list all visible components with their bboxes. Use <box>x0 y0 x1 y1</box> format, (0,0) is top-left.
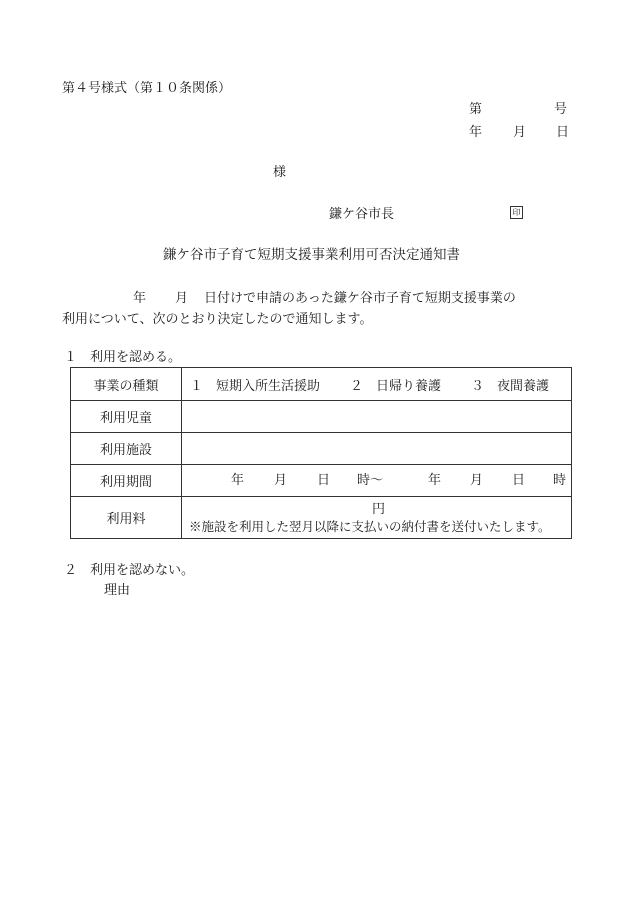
body-date-year: 年 <box>133 291 147 306</box>
fee-unit: 円 <box>372 502 386 517</box>
fee-note: ※施設を利用した翌月以降に支払いの納付書を送付いたします。 <box>189 519 551 534</box>
section-approved-title: １ 利用を認める。 <box>64 350 182 365</box>
body-date-month: 月 <box>175 291 189 306</box>
fee-value <box>182 497 572 539</box>
addressee-honorific: 様 <box>273 165 287 180</box>
service-type-options <box>182 368 572 401</box>
period-end-hour: 時 <box>553 473 567 488</box>
body-text-line1: 日付けで申請のあった鎌ケ谷市子育て短期支援事業の <box>204 291 516 306</box>
body-text-line2: 利用について、次のとおり決定したので通知します。 <box>62 312 373 327</box>
service-type-option-night-care: ３ 夜間養護 <box>471 378 550 394</box>
reason-label: 理由 <box>104 583 131 598</box>
seal-icon: 印 <box>510 206 523 219</box>
document-title: 鎌ケ谷市子育て短期支援事業利用可否決定通知書 <box>163 247 460 263</box>
issuer-name: 鎌ケ谷市長 <box>329 207 395 222</box>
period-value <box>182 465 572 497</box>
form-number: 第４号様式（第１０条関係） <box>62 81 232 96</box>
table-row-period <box>71 465 572 497</box>
table-row-service-type <box>71 368 572 401</box>
facility-label: 利用施設 <box>71 433 182 465</box>
child-label: 利用児童 <box>71 401 182 433</box>
service-type-option-day-care: ２ 日帰り養護 <box>350 378 442 394</box>
service-type-label: 事業の種類 <box>71 368 182 401</box>
period-start-month: 月 <box>274 473 288 488</box>
table-row-child <box>71 401 572 433</box>
service-type-option-short-stay: １ 短期入所生活援助 <box>190 378 321 394</box>
period-end-month: 月 <box>470 473 484 488</box>
document-number-prefix: 第 <box>469 102 483 117</box>
period-start-year: 年 <box>231 473 245 488</box>
period-end-year: 年 <box>428 473 442 488</box>
child-value <box>182 401 572 433</box>
period-start-hour: 時～ <box>357 473 384 488</box>
facility-value <box>182 433 572 465</box>
issue-date-year: 年 <box>469 125 483 140</box>
period-start-day: 日 <box>317 473 331 488</box>
document-number-suffix: 号 <box>554 102 568 117</box>
approval-table <box>70 367 572 539</box>
issue-date-day: 日 <box>556 125 570 140</box>
issue-date-month: 月 <box>513 125 527 140</box>
period-end-day: 日 <box>512 473 526 488</box>
table-row-fee <box>71 497 572 539</box>
fee-label: 利用料 <box>71 497 182 539</box>
section-denied-title: ２ 利用を認めない。 <box>64 563 195 578</box>
period-label: 利用期間 <box>71 465 182 497</box>
table-row-facility <box>71 433 572 465</box>
